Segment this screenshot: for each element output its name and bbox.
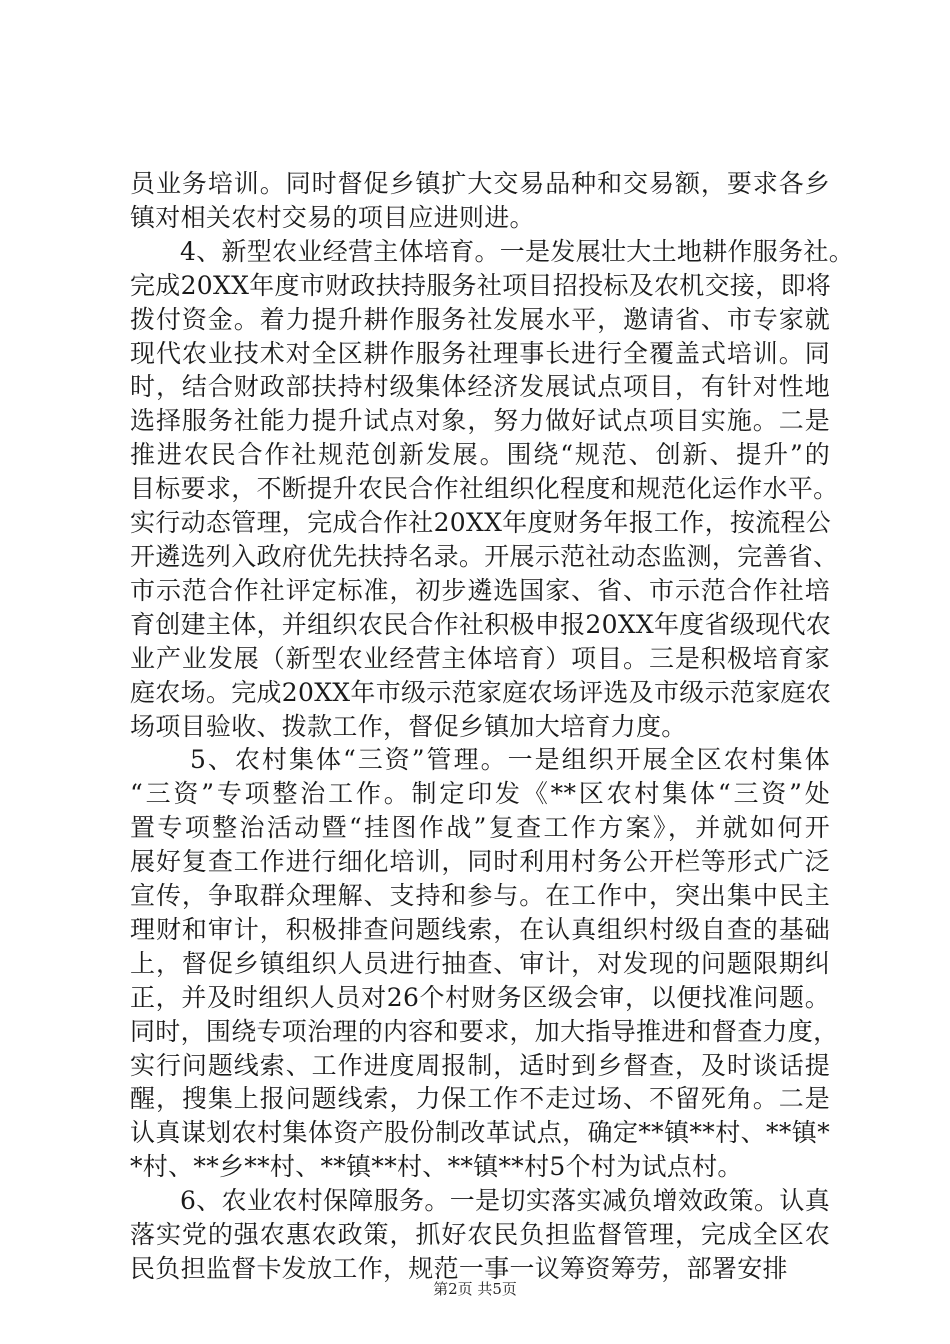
text-line: 实行问题线索、工作进度周报制，适时到乡督查，及时谈话提 bbox=[130, 1050, 830, 1080]
text-line: 落实党的强农惠农政策，抓好农民负担监督管理，完成全区农 bbox=[130, 1220, 830, 1250]
text-line: 宣传，争取群众理解、支持和参与。在工作中，突出集中民主 bbox=[130, 881, 830, 911]
text-line: 时，结合财政部扶持村级集体经济发展试点项目，有针对性地 bbox=[130, 372, 830, 402]
text-line: 开遴选列入政府优先扶持名录。开展示范社动态监测，完善省、 bbox=[130, 541, 839, 571]
text-line: 5、农村集体“三资”管理。一是组织开展全区农村集体 bbox=[190, 745, 830, 775]
text-line: 育创建主体，并组织农民合作社积极申报20XX年度省级现代农 bbox=[130, 609, 832, 639]
text-line: “三资”专项整治工作。制定印发《**区农村集体“三资”处 bbox=[130, 779, 830, 809]
text-line: 完成20XX年度市财政扶持服务社项目招投标及农机交接，即将 bbox=[130, 270, 832, 300]
text-line: 场项目验收、拨款工作，督促乡镇加大培育力度。 bbox=[130, 711, 687, 741]
paragraph bbox=[130, 743, 839, 1184]
text-line: 展好复查工作进行细化培训，同时利用村务公开栏等形式广泛 bbox=[130, 847, 830, 877]
text-line: 业产业发展（新型农业经营主体培育）项目。三是积极培育家 bbox=[130, 643, 830, 673]
text-line: 现代农业技术对全区耕作服务社理事长进行全覆盖式培训。同 bbox=[130, 338, 830, 368]
text-line: 庭农场。完成20XX年市级示范家庭农场评选及市级示范家庭农 bbox=[130, 677, 832, 707]
page-footer: 第2页 共5页 bbox=[433, 1280, 517, 1298]
text-line: 认真谋划农村集体资产股份制改革试点，确定**镇**村、**镇* bbox=[130, 1118, 830, 1148]
paragraph bbox=[130, 167, 830, 235]
text-line: 4、新型农业经营主体培育。一是发展壮大土地耕作服务社。 bbox=[180, 236, 855, 266]
text-line: 镇对相关农村交易的项目应进则进。 bbox=[130, 202, 535, 232]
text-line: 理财和审计，积极排查问题线索，在认真组织村级自查的基础 bbox=[130, 914, 830, 944]
text-line: 置专项整治活动暨“挂图作战”复查工作方案》，并就如何开 bbox=[130, 813, 830, 843]
text-line: 推进农民合作社规范创新发展。围绕“规范、创新、提升”的 bbox=[130, 440, 830, 470]
text-line: 目标要求，不断提升农民合作社组织化程度和规范化运作水平。 bbox=[130, 474, 839, 504]
paragraph bbox=[130, 1184, 830, 1286]
document-body bbox=[130, 167, 855, 1286]
text-line: *村、**乡**村、**镇**村、**镇**村5个村为试点村。 bbox=[130, 1152, 743, 1182]
text-line: 同时，围绕专项治理的内容和要求，加大指导推进和督查力度， bbox=[130, 1016, 839, 1046]
text-line: 6、农业农村保障服务。一是切实落实减负增效政策。认真 bbox=[180, 1186, 830, 1216]
text-line: 民负担监督卡发放工作，规范一事一议筹资筹劳，部署安排 bbox=[130, 1254, 788, 1283]
paragraph bbox=[130, 235, 855, 744]
text-line: 选择服务社能力提升试点对象，努力做好试点项目实施。二是 bbox=[130, 406, 830, 436]
text-line: 醒，搜集上报问题线索，力保工作不走过场、不留死角。二是 bbox=[130, 1084, 830, 1114]
text-line: 实行动态管理，完成合作社20XX年度财务年报工作，按流程公 bbox=[130, 508, 832, 538]
text-line: 正，并及时组织人员对26个村财务区级会审，以便找准问题。 bbox=[130, 982, 830, 1012]
text-line: 市示范合作社评定标准，初步遴选国家、省、市示范合作社培 bbox=[130, 575, 830, 605]
text-line: 拨付资金。着力提升耕作服务社发展水平，邀请省、市专家就 bbox=[130, 304, 830, 334]
text-line: 员业务培训。同时督促乡镇扩大交易品种和交易额，要求各乡 bbox=[130, 169, 830, 198]
text-line: 上，督促乡镇组织人员进行抽查、审计，对发现的问题限期纠 bbox=[130, 948, 830, 978]
